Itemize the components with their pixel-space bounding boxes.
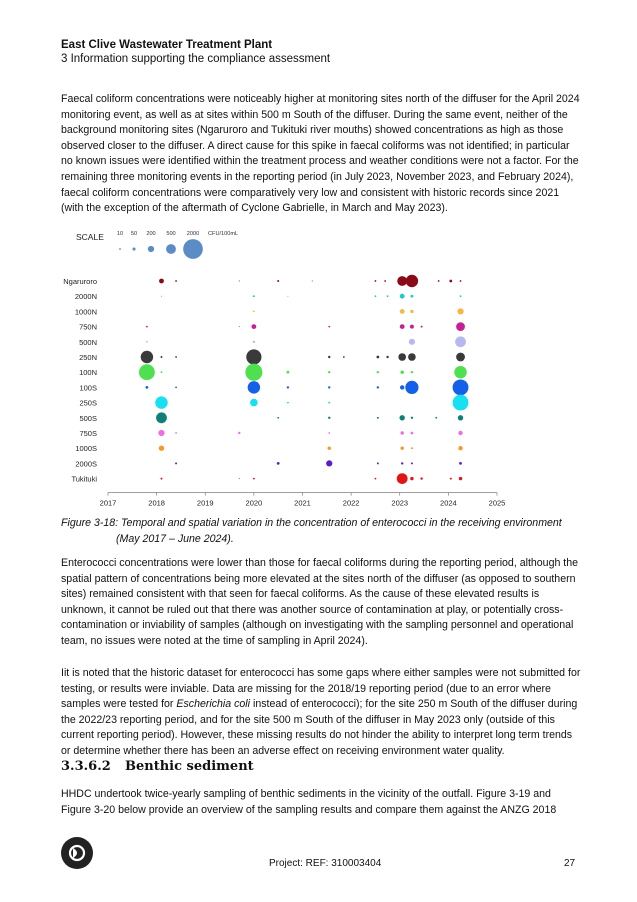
data-bubble [387, 295, 389, 297]
data-bubble [253, 311, 255, 313]
data-bubble [400, 431, 403, 434]
data-bubble [438, 280, 440, 282]
data-bubble [377, 371, 379, 373]
species-name: Escherichia coli [176, 698, 251, 711]
data-bubble [400, 385, 404, 389]
data-bubble [460, 295, 462, 297]
site-label: 750N [79, 322, 97, 332]
data-bubble [375, 295, 377, 297]
data-bubble [401, 462, 403, 464]
data-bubble [161, 356, 163, 358]
data-bubble [458, 446, 462, 450]
site-label: 500N [79, 337, 97, 347]
figure-caption-line1: Figure 3-18: Temporal and spatial variation in the concentration of enterococci in the receiving environment [61, 517, 562, 529]
scale-unit-label: CFU/100mL [208, 231, 239, 237]
data-bubble [175, 462, 177, 464]
scale-bubble [119, 248, 121, 250]
data-bubble [375, 280, 377, 282]
data-bubble [457, 308, 463, 314]
site-label: 2000S [75, 459, 97, 469]
data-bubble [146, 386, 149, 389]
data-bubble [175, 387, 177, 389]
paragraph-data-gaps-part1: Iit is noted that the historic dataset for enterococci has some gaps where either samples were not submitted for testing, or results were inviable. Data are missing for the 2018/19 reporting period (due to an error where samples were tested for [61, 667, 581, 711]
data-bubble [253, 295, 255, 297]
data-bubble [377, 462, 379, 464]
data-bubble [287, 402, 289, 404]
figure-caption [61, 516, 581, 547]
data-bubble [460, 280, 462, 282]
section-number: 3.3.6.2 [61, 759, 111, 774]
paragraph-data-gaps [61, 666, 581, 760]
data-bubble [421, 326, 423, 328]
data-bubble [326, 460, 332, 466]
scale-value-label: 2000 [186, 231, 200, 237]
site-label: 1000S [75, 444, 97, 454]
scale-bubble [183, 239, 203, 259]
data-bubble [399, 415, 404, 420]
document-title: East Clive Wastewater Treatment Plant [61, 39, 273, 51]
data-bubble [161, 371, 163, 373]
x-tick-label: 2018 [148, 498, 165, 508]
data-bubble [328, 371, 330, 373]
data-bubble [328, 326, 330, 328]
data-bubble [409, 339, 415, 345]
data-bubble [375, 478, 377, 480]
data-bubble [277, 280, 279, 282]
data-bubble [410, 325, 414, 329]
data-bubble [250, 399, 258, 407]
data-bubble [277, 462, 280, 465]
data-bubble [406, 275, 418, 287]
data-bubble [159, 279, 164, 284]
enterococci-bubble-chart [0, 220, 637, 515]
data-bubble [420, 477, 422, 479]
data-bubble [400, 309, 405, 314]
data-bubble [245, 364, 262, 381]
data-bubble [328, 446, 331, 449]
site-label: 1000N [74, 307, 97, 317]
site-label: 500S [79, 413, 97, 423]
data-bubble [435, 417, 437, 419]
data-bubble [175, 432, 177, 434]
data-bubble [377, 386, 379, 388]
data-bubble [453, 395, 469, 411]
data-bubble [246, 349, 261, 364]
data-bubble [161, 478, 163, 480]
logo-mark-icon [61, 837, 93, 869]
scale-bubble [132, 247, 135, 250]
data-bubble [239, 281, 240, 282]
data-bubble [400, 324, 405, 329]
data-bubble [139, 364, 155, 380]
company-logo [61, 837, 93, 869]
data-bubble [141, 351, 153, 363]
x-tick-label: 2024 [440, 498, 457, 508]
data-bubble [328, 432, 330, 434]
figure-caption-line2: (May 2017 – June 2024). [116, 532, 234, 545]
document-subtitle: 3 Information supporting the compliance assessment [61, 53, 331, 65]
x-tick-label: 2025 [488, 498, 506, 508]
data-bubble [248, 381, 260, 393]
data-bubble [400, 446, 403, 449]
data-bubble [377, 417, 379, 419]
data-bubble [456, 322, 465, 331]
data-bubble [277, 417, 279, 419]
site-label: 100S [79, 383, 97, 393]
data-bubble [239, 478, 240, 479]
paragraph-benthic: HHDC undertook twice-yearly sampling of benthic sediments in the vicinity of the outfall. Figure 3-19 and Figure 3-20 below provide an overview of the sampling results and compare them against the ANZG 2018 [61, 788, 557, 816]
scale-bubble [148, 246, 154, 252]
data-bubble [156, 412, 167, 423]
site-label: Ngaruroro [63, 277, 97, 286]
data-bubble [411, 295, 414, 298]
data-bubble [343, 356, 345, 358]
data-bubble [458, 431, 462, 435]
data-bubble [397, 473, 408, 484]
x-tick-label: 2019 [196, 498, 214, 508]
data-bubble [158, 430, 164, 436]
data-bubble [411, 447, 413, 449]
data-bubble [397, 276, 407, 286]
data-bubble [400, 370, 403, 373]
scale-value-label: 10 [116, 231, 124, 237]
footer-page-number: 27 [564, 858, 576, 869]
data-bubble [458, 415, 463, 420]
data-bubble [175, 280, 177, 282]
data-bubble [454, 366, 466, 378]
data-bubble [459, 462, 462, 465]
data-bubble [328, 417, 330, 419]
data-bubble [159, 446, 164, 451]
data-bubble [400, 294, 405, 299]
data-bubble [455, 336, 466, 347]
data-bubble [312, 281, 313, 282]
paragraph-data-gaps-part2: instead of enterococci); for the site 250 m South of the diffuser during the 2022/23 reporting period, and for the site 500 m South of the diffuser in May 2023 only (outside of this current reporting period). However, these missing results do not hinder the ability to interpret long term trends or determine whether there has been an adverse effect on receiving environment water quality. [61, 698, 578, 757]
data-bubble [175, 356, 177, 358]
data-bubble [155, 396, 167, 408]
scale-label: SCALE [76, 232, 104, 242]
data-bubble [384, 280, 386, 282]
data-bubble [328, 386, 330, 388]
data-bubble [146, 341, 148, 343]
x-tick-label: 2022 [342, 498, 360, 508]
site-label: 750S [79, 429, 97, 438]
data-bubble [411, 432, 414, 435]
scale-value-label: 50 [130, 231, 138, 237]
data-bubble [398, 353, 406, 361]
scale-value-label: 500 [166, 231, 176, 237]
site-label: 250S [79, 398, 97, 408]
data-bubble [238, 432, 240, 434]
data-bubble [408, 353, 416, 361]
site-label: 250N [79, 353, 97, 362]
data-bubble [287, 386, 289, 388]
data-bubble [411, 371, 413, 373]
data-bubble [411, 417, 413, 419]
section-title: Benthic sediment [125, 759, 254, 774]
data-bubble [161, 296, 162, 297]
data-bubble [411, 462, 413, 464]
site-label: 100N [79, 368, 97, 378]
data-bubble [459, 477, 462, 480]
data-bubble [405, 381, 418, 394]
data-bubble [453, 379, 469, 395]
data-bubble [253, 478, 255, 480]
data-bubble [328, 402, 330, 404]
section-heading [61, 759, 254, 774]
data-bubble [251, 324, 256, 329]
data-bubble [456, 353, 465, 362]
footer-project: Project: REF: 310003404 [269, 858, 382, 869]
data-bubble [386, 356, 388, 358]
data-bubble [287, 296, 288, 297]
data-bubble [328, 356, 330, 358]
x-tick-label: 2021 [294, 498, 311, 508]
scale-bubble [166, 244, 176, 254]
data-bubble [376, 356, 379, 359]
data-bubble [410, 310, 413, 313]
site-label: 2000N [74, 292, 97, 302]
x-tick-label: 2023 [391, 498, 409, 508]
data-bubble [239, 326, 240, 327]
data-bubble [146, 326, 148, 328]
scale-value-label: 200 [146, 231, 156, 237]
data-bubble [253, 341, 255, 343]
data-bubble [450, 478, 452, 480]
data-bubble [410, 477, 413, 480]
paragraph-enterococci: Enterococci concentrations were lower than those for faecal coliforms during the reporting period, although the spatial pattern of concentrations being more elevated at the sites north of the diffuser (as opposed to southern sites) remained consistent with that seen for faecal coliforms. As the cause of these elevated results is unknown, it cannot be ruled out that there was another source of contamination at play, or potentially cross-contamination or inviability of samples (although on investigating with the sampling personnel and operational team, no issues were noted at the time of sampling in April 2024). [61, 557, 579, 647]
x-tick-label: 2020 [245, 498, 263, 508]
x-tick-label: 2017 [99, 498, 117, 508]
data-bubble [449, 280, 452, 283]
data-bubble [287, 371, 290, 374]
site-label: Tukituki [71, 474, 97, 484]
paragraph-faecal-coliform: Faecal coliform concentrations were noticeably higher at monitoring sites north of the diffuser for the April 2024 monitoring event, as well as at sites within 500 m South of the diffuser. During the same event, neither of the background monitoring sites (Ngaruroro and Tukituki river mouths) showed concentrations as high as those observed closer to the diffuser. A direct cause for this spike in faecal coliforms was not identified; in particular no known issues were identified within the treatment process and weather conditions were not a factor. For the remaining three monitoring events in the reporting period (in July 2023, November 2023, and February 2024), faecal coliform concentrations were comparatively very low and consistent with historic records since 2021 (with the exception of the aftermath of Cyclone Gabrielle, in March and May 2023). [61, 93, 580, 215]
